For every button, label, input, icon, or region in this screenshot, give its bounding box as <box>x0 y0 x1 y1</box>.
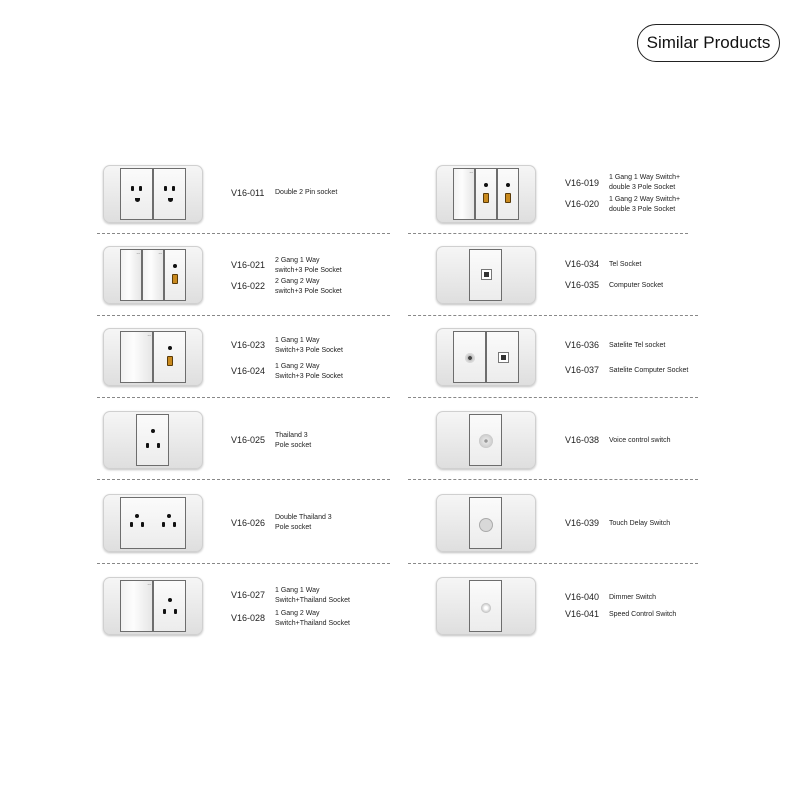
divider <box>97 397 390 398</box>
product-desc: Tel Socket <box>609 261 642 268</box>
product-code: V16-041 <box>565 609 600 619</box>
product-desc: Satelite Computer Socket <box>609 367 689 374</box>
product-desc: 1 Gang 1 Way Switch+Thailand Socket <box>275 587 350 604</box>
switch-rocker <box>120 331 153 383</box>
switch-rocker <box>142 249 164 301</box>
switch-rocker <box>453 168 475 220</box>
product-code: V16-025 <box>231 435 266 445</box>
product-code: V16-036 <box>565 340 600 350</box>
coax-module <box>453 331 486 383</box>
product-image-v16-039 <box>436 494 536 552</box>
product-desc: Satelite Tel socket <box>609 342 666 349</box>
divider <box>408 233 688 234</box>
product-desc: 2 Gang 1 Way switch+3 Pole Socket <box>275 257 342 274</box>
divider <box>408 479 698 480</box>
product-code: V16-011 <box>231 188 265 198</box>
socket-module <box>120 497 186 549</box>
product-code: V16-020 <box>565 199 600 209</box>
data-module <box>469 249 502 301</box>
divider <box>408 315 698 316</box>
socket-module <box>475 168 497 220</box>
product-desc: Thailand 3 Pole socket <box>275 432 312 449</box>
product-code: V16-037 <box>565 365 600 375</box>
product-code: V16-023 <box>231 340 266 350</box>
divider <box>408 563 698 564</box>
product-image-v16-021 <box>103 246 203 304</box>
product-code: V16-021 <box>231 260 266 270</box>
divider <box>97 233 390 234</box>
product-code: V16-040 <box>565 592 600 602</box>
product-desc: 1 Gang 1 Way Switch+3 Pole Socket <box>275 337 343 354</box>
product-desc: 1 Gang 1 Way Switch+ double 3 Pole Socket <box>609 174 681 191</box>
product-desc: Double 2 Pin socket <box>275 189 338 196</box>
product-code: V16-027 <box>231 590 266 600</box>
product-code: V16-028 <box>231 613 266 623</box>
socket-module <box>120 168 153 220</box>
product-code: V16-024 <box>231 366 266 376</box>
switch-rocker <box>120 580 153 632</box>
product-code: V16-026 <box>231 518 266 528</box>
product-desc: Touch Delay Switch <box>609 520 671 527</box>
divider <box>97 479 390 480</box>
product-desc: Computer Socket <box>609 282 664 289</box>
socket-module <box>136 414 169 466</box>
socket-module <box>153 580 186 632</box>
divider <box>97 563 390 564</box>
product-image-v16-038 <box>436 411 536 469</box>
divider <box>97 315 390 316</box>
product-desc: 1 Gang 2 Way Switch+ double 3 Pole Socket <box>609 196 681 213</box>
product-desc: Double Thailand 3 Pole socket <box>275 514 332 531</box>
product-image-v16-019 <box>436 165 536 223</box>
socket-module <box>164 249 186 301</box>
product-code: V16-019 <box>565 178 600 188</box>
product-desc: Speed Control Switch <box>609 611 677 618</box>
divider <box>408 397 698 398</box>
product-code: V16-022 <box>231 281 266 291</box>
product-code: V16-038 <box>565 435 600 445</box>
similar-products-button[interactable]: Similar Products <box>637 24 780 62</box>
product-desc: 1 Gang 2 Way Switch+Thailand Socket <box>275 610 350 627</box>
product-image-v16-027 <box>103 577 203 635</box>
switch-rocker <box>120 249 142 301</box>
product-image-v16-011 <box>103 165 203 223</box>
product-code: V16-039 <box>565 518 600 528</box>
product-code: V16-034 <box>565 259 600 269</box>
dimmer-module <box>469 580 502 632</box>
sensor-module <box>469 414 502 466</box>
socket-module <box>153 168 186 220</box>
socket-module <box>497 168 519 220</box>
product-image-v16-036 <box>436 328 536 386</box>
product-image-v16-025 <box>103 411 203 469</box>
product-desc: Dimmer Switch <box>609 594 657 601</box>
product-image-v16-023 <box>103 328 203 386</box>
product-desc: 1 Gang 2 Way Switch+3 Pole Socket <box>275 363 343 380</box>
socket-module <box>153 331 186 383</box>
product-code: V16-035 <box>565 280 600 290</box>
data-module <box>486 331 519 383</box>
touch-module <box>469 497 502 549</box>
product-image-v16-026 <box>103 494 203 552</box>
product-desc: 2 Gang 2 Way switch+3 Pole Socket <box>275 278 342 295</box>
product-desc: Voice control switch <box>609 437 671 444</box>
product-image-v16-034 <box>436 246 536 304</box>
product-image-v16-040 <box>436 577 536 635</box>
